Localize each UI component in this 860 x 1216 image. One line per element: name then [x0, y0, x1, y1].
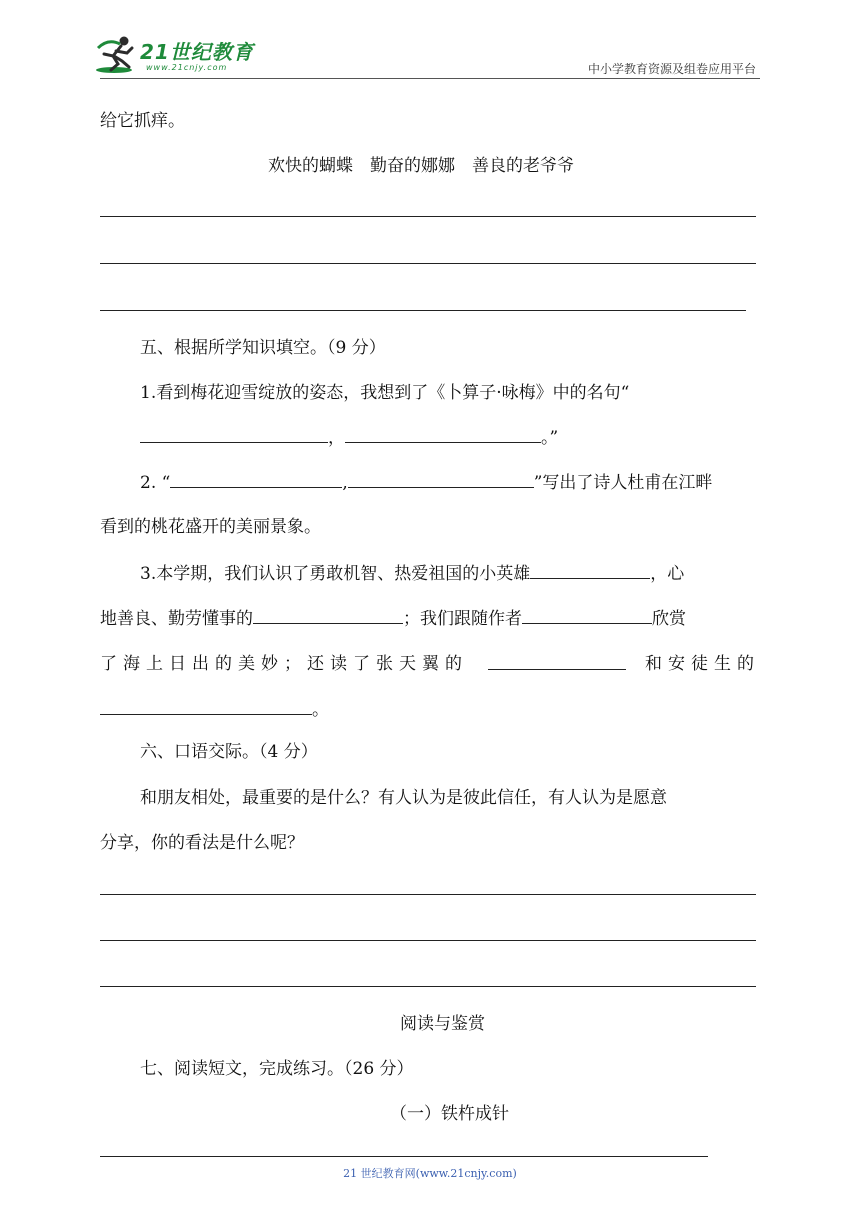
question-2-continued: 看到的桃花盛开的美丽景象。 [100, 517, 321, 537]
punctuation: ， [328, 428, 345, 448]
question-text: 了海上日出的美妙；还读了张天翼的 [100, 654, 468, 674]
logo-url: www.21cnjy.com [146, 63, 228, 72]
question-3-line-3 [100, 653, 760, 675]
question-text: ”写出了诗人杜甫在江畔 [533, 473, 713, 493]
question-3-line-1 [140, 562, 684, 585]
question-text: 欣赏 [652, 609, 686, 629]
section-6-title: 六、口语交际。（4 分） [140, 742, 318, 762]
answer-line [100, 986, 756, 987]
fill-blank[interactable] [522, 607, 652, 624]
punctuation: 。 [312, 700, 329, 720]
page-header [0, 0, 860, 80]
fill-blank[interactable] [253, 607, 403, 624]
punctuation: 。” [541, 428, 559, 448]
question-text: 地善良、勤劳懂事的 [100, 609, 253, 629]
fill-blank[interactable] [170, 471, 342, 488]
question-text: 和安徒生的 [645, 654, 760, 674]
fill-blank[interactable] [100, 698, 312, 715]
footer-text[interactable]: 21 世纪教育网(www.21cnjy.com) [343, 1167, 517, 1180]
question-1: 1.看到梅花迎雪绽放的姿态，我想到了《卜算子·咏梅》中的名句“ [140, 383, 630, 403]
fill-blank[interactable] [348, 471, 534, 488]
question-text: 3.本学期，我们认识了勇敢机智、热爱祖国的小英雄 [140, 564, 531, 584]
question-1-blanks [140, 426, 558, 449]
question-2 [140, 471, 712, 494]
question-text: ，心 [650, 564, 685, 584]
fill-blank[interactable] [345, 426, 541, 443]
part-heading: 阅读与鉴赏 [400, 1014, 485, 1034]
question-number: 2. “ [140, 473, 171, 493]
answer-line [100, 894, 756, 895]
fill-blank[interactable] [140, 426, 328, 443]
punctuation: , [342, 473, 348, 493]
section-6-prompt-continued: 分享，你的看法是什么呢？ [100, 833, 304, 853]
logo-text: 21世纪教育 [140, 40, 254, 64]
answer-line [100, 263, 756, 264]
platform-name: 中小学教育资源及组卷应用平台 [587, 62, 756, 76]
question-3-line-4 [100, 698, 329, 721]
word-options: 欢快的蝴蝶 勤奋的娜娜 善良的老爷爷 [268, 156, 574, 176]
section-5-title: 五、根据所学知识填空。（9 分） [140, 338, 386, 358]
question-3-line-2 [100, 607, 686, 630]
header-divider [100, 78, 760, 79]
footer-divider [100, 1156, 708, 1157]
fill-blank[interactable] [488, 653, 626, 670]
site-logo [94, 34, 274, 78]
section-7-title: 七、阅读短文，完成练习。（26 分） [140, 1059, 414, 1079]
passage-title: （一）铁杵成针 [390, 1104, 509, 1124]
answer-line [100, 216, 756, 217]
fill-blank[interactable] [530, 562, 650, 579]
section-6-prompt: 和朋友相处，最重要的是什么？有人认为是彼此信任，有人认为是愿意 [140, 788, 667, 808]
answer-line [100, 940, 756, 941]
runner-icon [94, 34, 140, 76]
answer-line [100, 310, 746, 311]
continued-text: 给它抓痒。 [100, 111, 185, 131]
question-text: ；我们跟随作者 [403, 609, 522, 629]
